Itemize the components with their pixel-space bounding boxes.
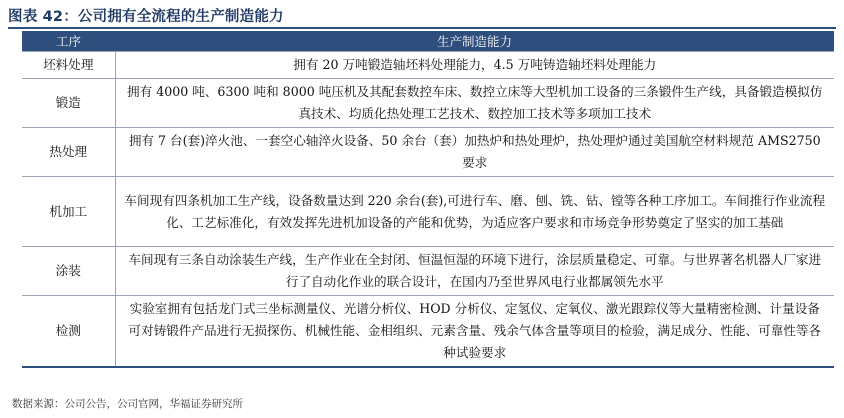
table-row — [22, 79, 834, 128]
table-row — [22, 247, 834, 296]
table-row — [22, 296, 834, 368]
row-capability: 拥有 7 台(套)淬火池、一套空心轴淬火设备、50 余台（套）加热炉和热处理炉，热处理炉通过美国航空材料规范 AMS2750 要求 — [115, 128, 834, 177]
row-process: 热处理 — [22, 128, 115, 177]
source-note: 数据来源：公司公告，公司官网，华福证券研究所 — [12, 398, 243, 410]
row-process: 检测 — [22, 296, 115, 368]
row-process: 涂装 — [22, 247, 115, 296]
row-process: 锻造 — [22, 79, 115, 128]
table-row — [22, 128, 834, 177]
row-capability: 车间现有三条自动涂装生产线，生产作业在全封闭、恒温恒湿的环境下进行，涂层质量稳定、可靠。与世界著名机器人厂家进行了自动化作业的联合设计，在国内乃至世界风电行业都属领先水平 — [115, 247, 834, 296]
figure-title: 图表 42：公司拥有全流程的生产制造能力 — [8, 9, 284, 25]
row-capability: 拥有 4000 吨、6300 吨和 8000 吨压机及其配套数控车床、数控立床等大型机加工设备的三条锻件生产线，具备锻造模拟仿真技术、均质化热处理工艺技术、数控加工技术等多项加工技术 — [115, 79, 834, 128]
row-capability: 拥有 20 万吨锻造轴坯料处理能力，4.5 万吨铸造轴坯料处理能力 — [115, 52, 834, 79]
row-process: 坯料处理 — [22, 52, 115, 79]
title-divider — [8, 27, 836, 29]
capability-table — [22, 31, 834, 368]
table-row — [22, 52, 834, 79]
table-row — [22, 177, 834, 247]
row-capability: 车间现有四条机加工生产线，设备数量达到 220 余台(套),可进行车、磨、刨、铣、钻、镗等各种工序加工。车间推行作业流程化、工艺标准化，有效发挥先进机加设备的产能和优势，为适应客户要求和市场竞争形势奠定了坚实的加工基础 — [115, 177, 834, 247]
row-capability: 实验室拥有包括龙门式三坐标测量仪、光谱分析仪、HOD 分析仪、定氢仪、定氧仪、激光跟踪仪等大量精密检测、计量设备可对铸锻件产品进行无损探伤、机械性能、金相组织、元素含量、残余气体含量等项目的检验，满足成分、性能、可靠性等各种试验要求 — [115, 296, 834, 368]
header-process: 工序 — [22, 31, 115, 52]
table-header-row — [22, 31, 834, 52]
header-capability: 生产制造能力 — [115, 31, 834, 52]
row-process: 机加工 — [22, 177, 115, 247]
